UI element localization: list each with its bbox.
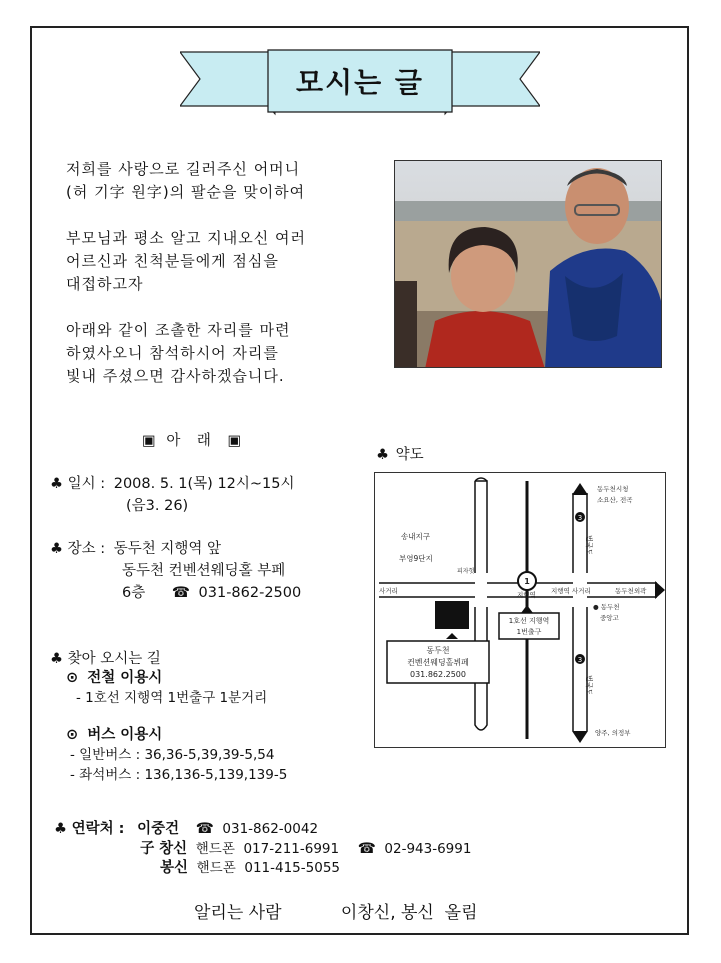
contact-phone1: 031-862-0042: [222, 821, 319, 837]
place-floor: 6층: [122, 585, 146, 601]
club-icon: ♣: [50, 541, 63, 557]
map-venue3: 031.862.2500: [410, 670, 466, 679]
box-mark: ▣: [142, 433, 156, 449]
date-value: 2008. 5. 1(목) 12시~15시: [113, 476, 295, 492]
intro-line: 빛내 주셨으면 감사하겠습니다.: [66, 367, 285, 385]
intro-line: 어르신과 친척분들에게 점심을: [66, 252, 279, 270]
map-city-hall: 동두천시청: [597, 485, 629, 493]
map-road-route3-bottom: [573, 607, 587, 731]
map-pizza: 피자헛: [457, 568, 475, 575]
section-arae: [142, 429, 241, 450]
lunar-date: (음3. 26): [126, 498, 189, 514]
contact-label: 연락처 :: [71, 821, 125, 837]
location-map: [374, 472, 666, 748]
bus-label: 버스 이용시: [87, 727, 163, 743]
map-road-left-top: [475, 481, 487, 573]
map-venue1: 동두천: [426, 646, 450, 655]
venue-building: [435, 601, 469, 629]
map-route-label: 번국도: [585, 535, 593, 556]
place-label: 장소 :: [67, 541, 106, 557]
map-yangju: 양주, 의정부: [595, 729, 631, 737]
map-station-number: 1: [524, 577, 530, 586]
directions-heading: [50, 647, 161, 668]
target-marker-icon: ⊙: [66, 727, 79, 743]
subway-label: 전철 이용시: [87, 670, 163, 686]
map-buyeong: 부영9단지: [399, 554, 433, 563]
map-road-route3-top: [573, 493, 587, 573]
intro-line: (허 기字 원字)의 팔순을 맞이하여: [66, 183, 306, 201]
subway-title: [66, 666, 162, 687]
map-four-way: 사거리: [379, 587, 398, 595]
map-route-label: 번국도: [585, 675, 593, 696]
footer-label: 알리는 사람: [194, 903, 282, 923]
map-heading: [376, 443, 424, 464]
contact-phone2: 02-943-6991: [384, 841, 472, 857]
intro-line: 아래와 같이 조촐한 자리를 마련: [66, 321, 291, 339]
bus-detail-regular: - 일반버스 : 36,36-5,39,39-5,54: [70, 747, 275, 763]
map-outer-ring: 동두천외곽: [615, 587, 647, 595]
cell-label: 핸드폰: [195, 841, 235, 857]
contact-cell3: 011-415-5055: [244, 860, 340, 876]
map-exit2: 1번출구: [516, 628, 542, 636]
map-junction: 지행역 사거리: [551, 587, 591, 595]
map-songnae: 송내지구: [401, 532, 430, 541]
map-route-number: 3: [577, 656, 583, 664]
intro-line: 저희를 사랑으로 길러주신 어머니: [66, 160, 301, 178]
place-line2: 동두천 컨벤션웨딩홀 부페: [122, 563, 286, 579]
cell-label: 핸드폰: [196, 860, 236, 876]
map-route-number: 3: [577, 514, 583, 522]
footer-names: 이창신, 봉신 올림: [340, 903, 478, 923]
map-jungang: 중앙고: [600, 614, 619, 622]
parents-photo: [394, 160, 662, 368]
date-label: 일시 :: [67, 476, 106, 492]
map-school: ● 동두천: [593, 603, 620, 611]
contact-name1: 이중건: [137, 821, 180, 837]
intro-line: 부모님과 평소 알고 지내오신 여러: [66, 229, 306, 247]
intro-line: 하였사오니 참석하시어 자리를: [66, 344, 279, 362]
bus-detail-seat: - 좌석버스 : 136,136-5,139,139-5: [70, 767, 288, 783]
bus-title: [66, 723, 162, 744]
contact-name3: 봉신: [160, 860, 189, 876]
target-marker-icon: ⊙: [66, 670, 79, 686]
phone-icon: ☎: [357, 841, 376, 857]
footer-line: [194, 898, 478, 923]
map-exit1: 1호선 지행역: [508, 617, 550, 625]
map-venue2: 컨벤션웨딩홀뷔페: [407, 658, 469, 667]
contact-line3: [160, 856, 340, 877]
contact-cell2: 017-211-6991: [243, 841, 340, 857]
phone-icon: ☎: [195, 821, 214, 837]
club-icon: ♣: [50, 651, 63, 667]
directions-title: 찾아 오시는 길: [67, 651, 161, 667]
map-soyosan: 소요산, 전곡: [597, 496, 633, 504]
page-title: 모시는 글: [296, 66, 424, 99]
club-icon: ♣: [376, 447, 389, 463]
contact-prefix: 子: [140, 841, 155, 857]
date-line: [50, 472, 295, 493]
place-floor-phone: [122, 581, 301, 602]
arae-label: 아 래: [166, 433, 217, 449]
intro-line: 대접하고자: [66, 275, 144, 293]
contact-line1: [54, 817, 318, 838]
invitation-text: [66, 158, 386, 388]
contact-line2: [140, 837, 471, 858]
place-line: [50, 537, 221, 558]
map-label: 약도: [395, 447, 424, 463]
subway-detail: - 1호선 지행역 1번출구 1분거리: [76, 690, 268, 706]
box-mark: ▣: [227, 433, 242, 449]
contact-name2: 창신: [159, 841, 188, 857]
map-station: 지행역: [517, 591, 536, 599]
place-line1: 동두천 지행역 앞: [113, 541, 222, 557]
place-phone: 031-862-2500: [198, 585, 302, 601]
club-icon: ♣: [50, 476, 63, 492]
phone-icon: ☎: [171, 585, 190, 601]
club-icon: ♣: [54, 821, 67, 837]
